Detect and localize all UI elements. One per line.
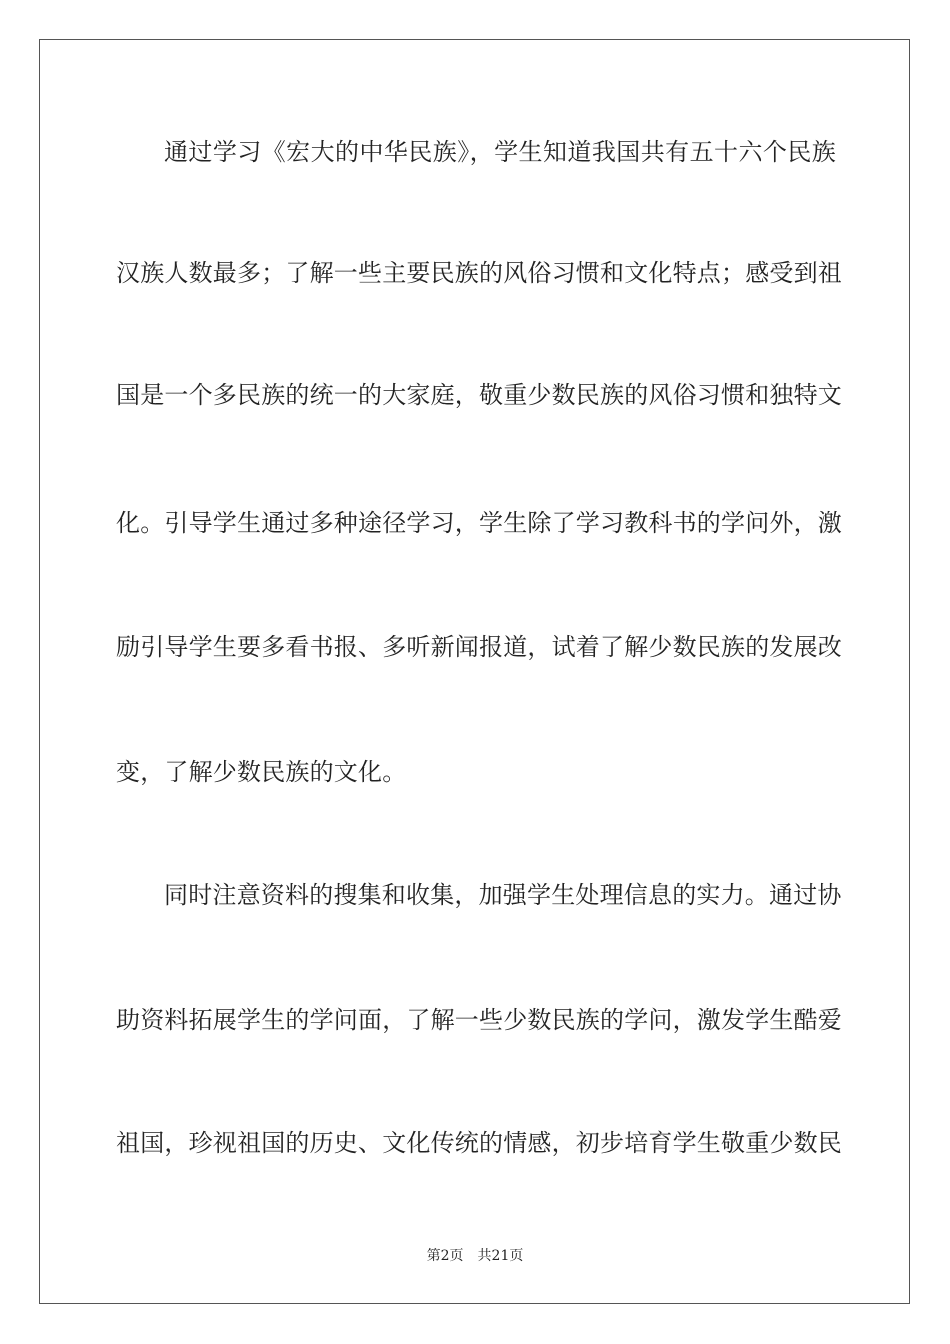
paragraph-1-line-6: 变，了解少数民族的文化。	[116, 758, 407, 786]
page-border	[39, 39, 910, 1304]
paragraph-2-line-3: 祖国，珍视祖国的历史、文化传统的情感，初步培育学生敬重少数民	[116, 1129, 842, 1157]
paragraph-1-line-4: 化。引导学生通过多种途径学习，学生除了学习教科书的学问外，激	[116, 509, 842, 537]
paragraph-1-line-1: 通过学习《宏大的中华民族》，学生知道我国共有五十六个民族	[164, 138, 836, 166]
page-total: 共21页	[477, 1248, 524, 1264]
paragraph-1-line-5: 励引导学生要多看书报、多听新闻报道，试着了解少数民族的发展改	[116, 633, 842, 661]
paragraph-1-line-2: 汉族人数最多；了解一些主要民族的风俗习惯和文化特点；感受到祖	[116, 259, 842, 287]
paragraph-1-line-3: 国是一个多民族的统一的大家庭，敬重少数民族的风俗习惯和独特文	[116, 381, 842, 409]
paragraph-2-line-1: 同时注意资料的搜集和收集，加强学生处理信息的实力。通过协	[164, 881, 842, 909]
page-footer	[0, 1247, 950, 1265]
paragraph-2-line-2: 助资料拓展学生的学问面，了解一些少数民族的学问，激发学生酷爱	[116, 1006, 842, 1034]
page-number: 第2页	[426, 1248, 464, 1264]
